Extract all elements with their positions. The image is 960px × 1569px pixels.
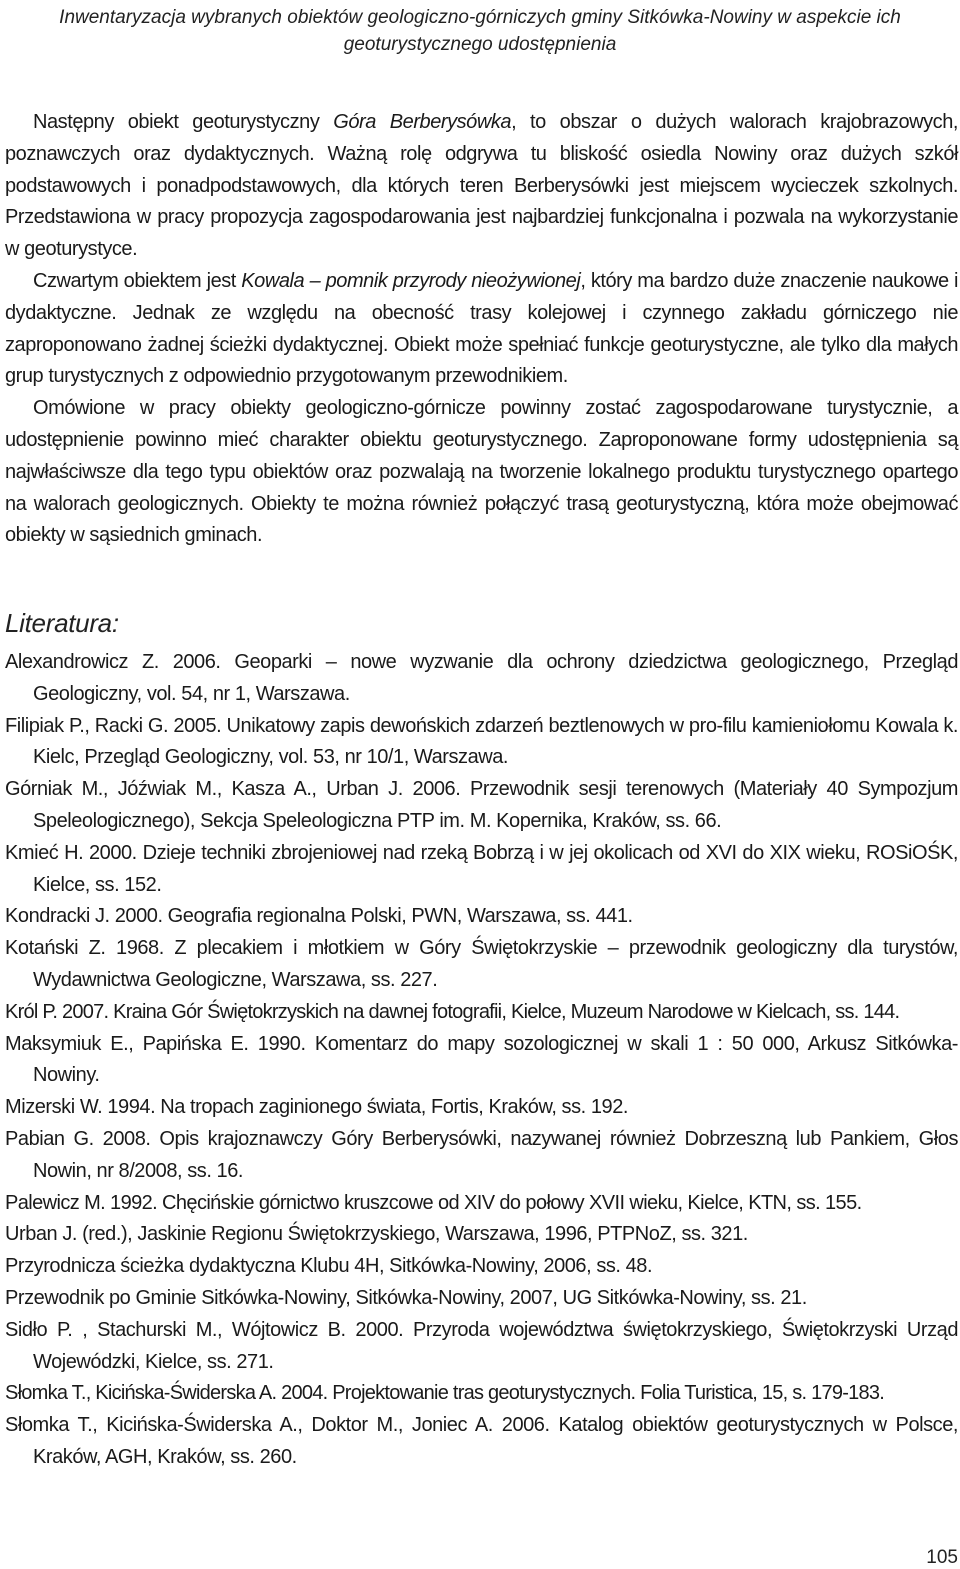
reference-item: Kotański Z. 1968. Z plecakiem i młotkiem w Góry Świętokrzyskie – przewodnik geologiczny dla turystów, Wydawnictwa Geologiczne, Warszawa, ss. 227. xyxy=(5,937,958,991)
paragraph-kowala xyxy=(5,266,958,393)
reference-item: Przewodnik po Gminie Sitkówka-Nowiny, Sitkówka-Nowiny, 2007, UG Sitkówka-Nowiny, ss. 21. xyxy=(5,1286,807,1309)
reference-item: Kmieć H. 2000. Dzieje techniki zbrojeniowej nad rzeką Bobrzą i w jej okolicach od XVI do XIX wieku, ROSiOŚK, Kielce, ss. 152. xyxy=(5,841,958,896)
reference-item: Kondracki J. 2000. Geografia regionalna Polski, PWN, Warszawa, ss. 441. xyxy=(5,905,633,928)
reference-item: Filipiak P., Racki G. 2005. Unikatowy zapis dewońskich zdarzeń beztlenowych w pro-filu kamieniołomu Kowala k. Kielc, Przegląd Geologiczny, vol. 53, nr 10/1, Warszawa. xyxy=(5,714,958,769)
paragraph-emphasis: Kowala – pomnik przyrody nieożywionej xyxy=(241,269,581,292)
running-header-line2: geoturystycznego udostępnienia xyxy=(343,34,617,55)
paragraph-summary: Omówione w pracy obiekty geologiczno-górnicze powinny zostać zagospodarowane turystycznie, a udostępnienie powinno mieć charakter obiektu geoturystycznego. Zaproponowane formy udostępnienia są najwłaściwsze dla tego typu obiektów oraz pozwalają na tworzenie lokalnego produktu turystycznego opartego na walorach geologicznych. Obiekty te można również połączyć trasą geoturystyczną, która może obejmować obiekty w sąsiednich gminach. xyxy=(5,397,958,547)
literature-heading: Literatura: xyxy=(5,607,119,638)
reference-item: Maksymiuk E., Papińska E. 1990. Komentarz do mapy sozologicznej w skali 1 : 50 000, Arkusz Sitkówka-Nowiny. xyxy=(5,1032,958,1087)
running-header xyxy=(0,4,960,58)
reference-item: Alexandrowicz Z. 2006. Geoparki – nowe wyzwanie dla ochrony dziedzictwa geologicznego, Przegląd Geologiczny, vol. 54, nr 1, Warszawa. xyxy=(5,651,958,705)
reference-item: Przyrodnicza ścieżka dydaktyczna Klubu 4H, Sitkówka-Nowiny, 2006, ss. 48. xyxy=(5,1255,653,1278)
paragraph-text: , to obszar o dużych walorach krajobrazowych, poznawczych oraz dydaktycznych. Ważną rolę odgrywa tu bliskość osiedla Nowiny oraz dużych szkół podstawowych i ponadpodstawowych, dla których teren Berberysówki jest miejscem wycieczek szkolnych. Przedstawiona w pracy propozycja zagospodarowania jest najbardziej funkcjonalna i pozwala na wykorzystanie w geoturystyce. xyxy=(5,111,958,261)
reference-item: Palewicz M. 1992. Chęcińskie górnictwo kruszcowe od XIV do połowy XVII wieku, Kielce, KTN, ss. 155. xyxy=(5,1191,862,1214)
reference-item: Sidło P. , Stachurski M., Wójtowicz B. 2000. Przyroda województwa świętokrzyskiego, Świętokrzyski Urząd Wojewódzki, Kielce, ss. 271. xyxy=(5,1318,958,1373)
running-header-line1: Inwentaryzacja wybranych obiektów geologiczno-górniczych gminy Sitkówka-Nowiny w aspekcie ich xyxy=(59,7,901,28)
paragraph-text: Czwartym obiektem jest xyxy=(33,269,242,292)
reference-item: Górniak M., Jóźwiak M., Kasza A., Urban J. 2006. Przewodnik sesji terenowych (Materiały 40 Sympozjum Speleologicznego), Sekcja Speleologiczna PTP im. M. Kopernika, Kraków, ss. 66. xyxy=(5,778,958,832)
page-number: 105 xyxy=(926,1547,958,1568)
paragraph-text: , który ma bardzo duże znaczenie naukowe i dydaktyczne. Jednak ze względu na obecność trasy kolejowej i czynnego zakładu górniczego nie zaproponowano żadnej ścieżki dydaktycznej. Obiekt może spełniać funkcje geoturystyczne, ale tylko dla małych grup turystycznych z odpowiednio przygotowanym przewodnikiem. xyxy=(5,269,958,388)
reference-list xyxy=(5,647,958,1474)
paragraph-berberysowka xyxy=(5,107,958,266)
reference-item: Słomka T., Kicińska-Świderska A. 2004. Projektowanie tras geoturystycznych. Folia Turistica, 15, s. 179-183. xyxy=(5,1382,885,1405)
reference-item: Słomka T., Kicińska-Świderska A., Doktor M., Joniec A. 2006. Katalog obiektów geoturystycznych w Polsce, Kraków, AGH, Kraków, ss. 260. xyxy=(5,1414,958,1468)
reference-item: Mizerski W. 1994. Na tropach zaginionego świata, Fortis, Kraków, ss. 192. xyxy=(5,1096,628,1119)
body-text xyxy=(5,107,958,552)
paragraph-text: Następny obiekt geoturystyczny xyxy=(33,111,334,133)
reference-item: Pabian G. 2008. Opis krajoznawczy Góry Berberysówki, nazywanej również Dobrzeszną lub Pankiem, Głos Nowin, nr 8/2008, ss. 16. xyxy=(5,1127,958,1182)
reference-item: Urban J. (red.), Jaskinie Regionu Świętokrzyskiego, Warszawa, 1996, PTPNoZ, ss. 321. xyxy=(5,1223,748,1246)
paragraph-emphasis: Góra Berberysówka xyxy=(333,111,512,133)
reference-item: Król P. 2007. Kraina Gór Świętokrzyskich na dawnej fotografii, Kielce, Muzeum Narodowe w Kielcach, ss. 144. xyxy=(5,1000,900,1023)
